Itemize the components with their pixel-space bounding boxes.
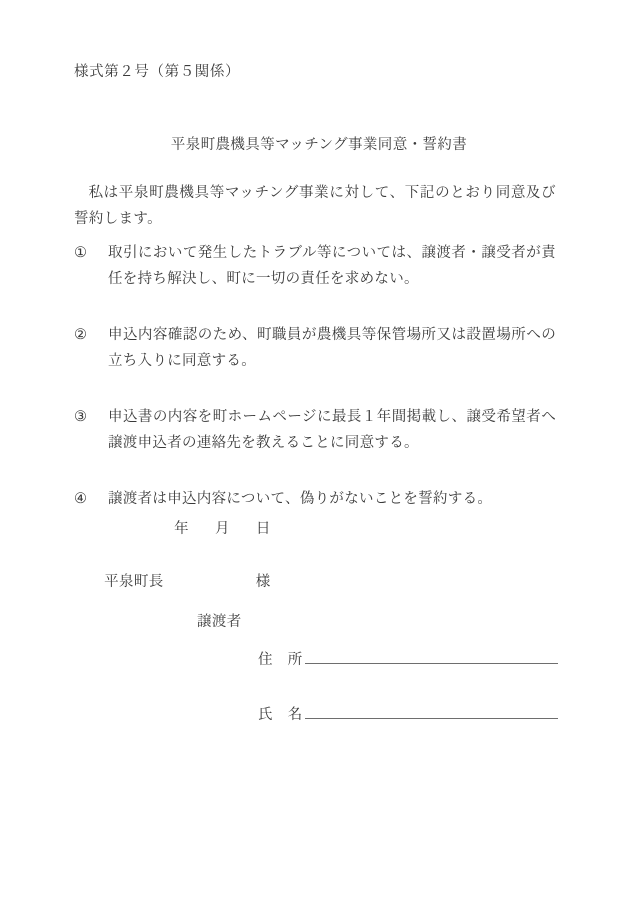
clause-marker: ①: [74, 245, 88, 261]
clause-item: [74, 322, 556, 374]
date-month-label: 月: [215, 521, 230, 537]
name-field-label: 氏 名: [258, 707, 303, 723]
name-write-rule: [305, 703, 558, 719]
clause-item: [74, 240, 556, 292]
date-year-label: 年: [174, 521, 190, 537]
date-line: [158, 500, 271, 555]
addressee-name: 平泉町長: [104, 574, 164, 590]
document-title: 平泉町農機具等マッチング事業同意・誓約書: [170, 137, 468, 153]
intro-paragraph: 私は平泉町農機具等マッチング事業に対して、下記のとおり同意及び誓約します。: [74, 185, 556, 227]
clause-text: 申込内容確認のため、町職員が農機具等保管場所又は設置場所への立ち入りに同意する。: [108, 327, 556, 369]
name-field-row: [258, 703, 558, 724]
clause-marker: ④: [74, 491, 88, 507]
clause-list: [74, 240, 556, 512]
address-field-label: 住 所: [258, 652, 303, 668]
signer-role-label: 譲渡者: [197, 614, 242, 630]
addressee-line: [88, 553, 271, 608]
address-field-row: [258, 648, 558, 669]
clause-text: 申込書の内容を町ホームページに最長１年間掲載し、譲受希望者へ譲渡申込者の連絡先を教えることに同意する。: [108, 409, 556, 451]
form-number-header: 様式第２号（第５関係）: [74, 64, 241, 80]
clause-item: [74, 486, 556, 512]
clause-item: [74, 404, 556, 456]
date-day-label: 日: [255, 521, 271, 537]
addressee-honorific: 様: [255, 574, 271, 590]
clause-text: 取引において発生したトラブル等については、譲渡者・譲受者が責任を持ち解決し、町に一切の責任を求めない。: [108, 245, 556, 287]
address-write-rule: [305, 648, 558, 664]
clause-text: 譲渡者は申込内容について、偽りがないことを誓約する。: [108, 491, 493, 507]
clause-marker: ②: [74, 327, 88, 343]
clause-marker: ③: [74, 409, 88, 425]
